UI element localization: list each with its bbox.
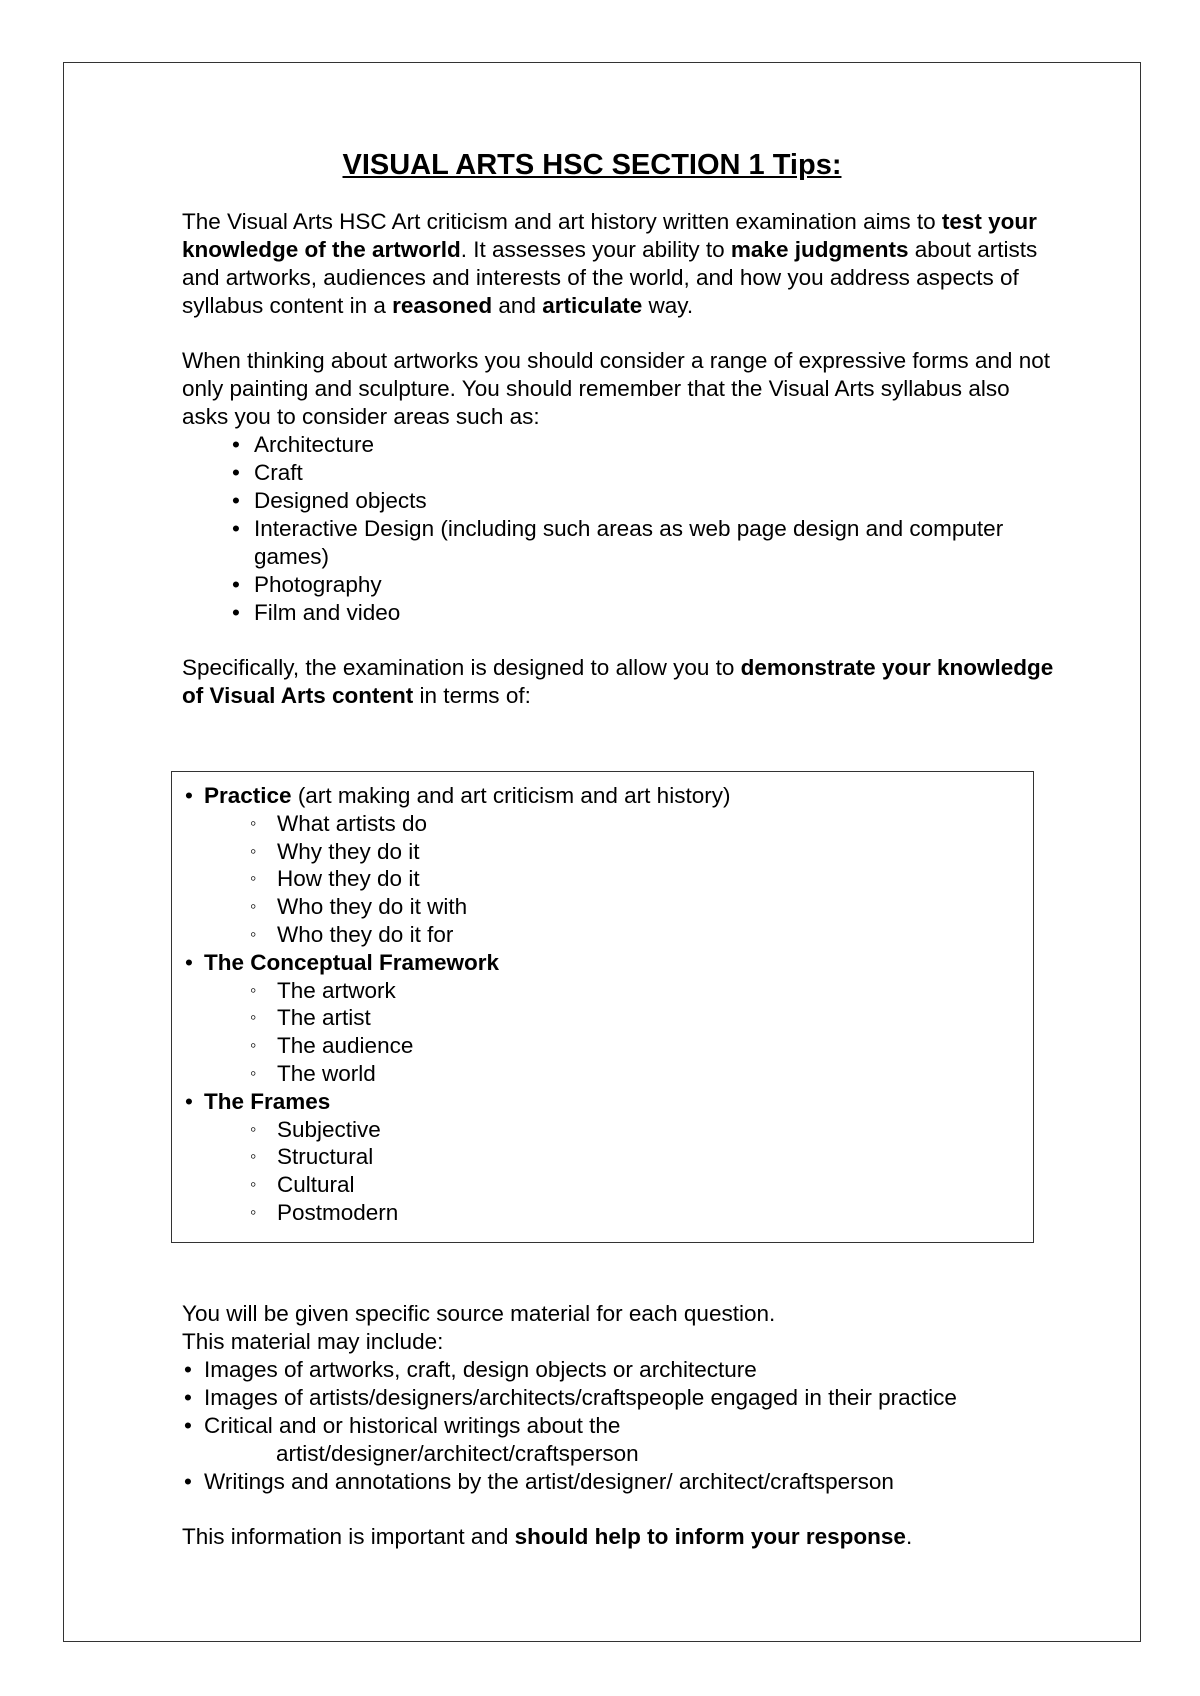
list-item: • Images of artists/designers/architects/craftspeople engaged in their practice [182, 1384, 1082, 1412]
list-item: ◦ Why they do it [182, 838, 1033, 866]
intro-bold-1: test your knowledge of the artworld [182, 209, 1037, 262]
list-item: • Craft [182, 459, 1062, 487]
specific-text-1: Specifically, the examination is designed to allow you to [182, 655, 741, 680]
intro-text-5: way. [642, 293, 694, 318]
list-item: • Photography [182, 571, 1062, 599]
list-item: ◦ What artists do [182, 810, 1033, 838]
list-item: ◦ The artist [182, 1004, 1033, 1032]
content-box [171, 771, 1034, 1243]
frames-heading [182, 1088, 1033, 1116]
list-item: • Designed objects [182, 487, 1062, 515]
source-line-2: This material may include: [182, 1329, 444, 1354]
specific-text-2: in terms of: [413, 683, 531, 708]
practice-heading [182, 782, 1033, 810]
intro-text-2: . It assesses your ability to [460, 237, 731, 262]
practice-label: Practice [204, 783, 292, 808]
intro-text-4: and [492, 293, 543, 318]
intro-bold-4: articulate [542, 293, 643, 318]
list-item [182, 1412, 1082, 1468]
list-item: ◦ Postmodern [182, 1199, 1033, 1227]
intro-text-1: The Visual Arts HSC Art criticism and art history written examination aims to [182, 209, 942, 234]
list-item: • Architecture [182, 431, 1062, 459]
list-item-continuation: artist/designer/architect/craftsperson [276, 1441, 639, 1466]
list-item: • Film and video [182, 599, 1062, 627]
source-section [182, 1300, 1082, 1551]
forms-intro: When thinking about artworks you should consider a range of expressive forms and not only painting and sculpture. You should remember that the Visual Arts syllabus also asks you to consider areas such as: [182, 348, 1050, 429]
list-item: ◦ How they do it [182, 865, 1033, 893]
list-item: • Interactive Design (including such areas as web page design and computer games) [182, 515, 1062, 571]
practice-note: (art making and art criticism and art history) [291, 783, 731, 808]
list-item: • Writings and annotations by the artist/designer/ architect/craftsperson [182, 1468, 1082, 1496]
intro-paragraph [182, 208, 1062, 320]
specific-bold: demonstrate your knowledge of Visual Arts content [182, 655, 1054, 708]
list-item: ◦ The audience [182, 1032, 1033, 1060]
closing-text-2: . [905, 1524, 913, 1549]
intro-bold-3: reasoned [392, 293, 493, 318]
source-list [182, 1356, 1082, 1496]
forms-list [182, 431, 1062, 627]
framework-heading [182, 949, 1033, 977]
main-content [182, 140, 1062, 710]
list-item: ◦ Subjective [182, 1116, 1033, 1144]
closing-text-1: This information is important and [182, 1524, 515, 1549]
list-item: ◦ Cultural [182, 1171, 1033, 1199]
list-item: ◦ The artwork [182, 977, 1033, 1005]
list-item: • Images of artworks, craft, design objects or architecture [182, 1356, 1082, 1384]
frames-label: The Frames [204, 1088, 331, 1114]
list-item: ◦ Structural [182, 1143, 1033, 1171]
list-item: ◦ Who they do it for [182, 921, 1033, 949]
list-item: ◦ The world [182, 1060, 1033, 1088]
closing-bold: should help to inform your response [514, 1524, 906, 1549]
framework-label: The Conceptual Framework [204, 949, 500, 975]
intro-text-3: about artists and artworks, audiences and interests of the world, and how you address aspects of syllabus content in a [182, 237, 1038, 318]
specific-paragraph [182, 654, 1062, 710]
source-line-1: You will be given specific source material for each question. [182, 1301, 776, 1326]
list-item: ◦ Who they do it with [182, 893, 1033, 921]
intro-bold-2: make judgments [730, 237, 909, 262]
list-item-text: Critical and or historical writings about the [204, 1413, 621, 1438]
page-title: VISUAL ARTS HSC SECTION 1 Tips: [342, 149, 842, 181]
closing-paragraph [182, 1523, 1082, 1551]
